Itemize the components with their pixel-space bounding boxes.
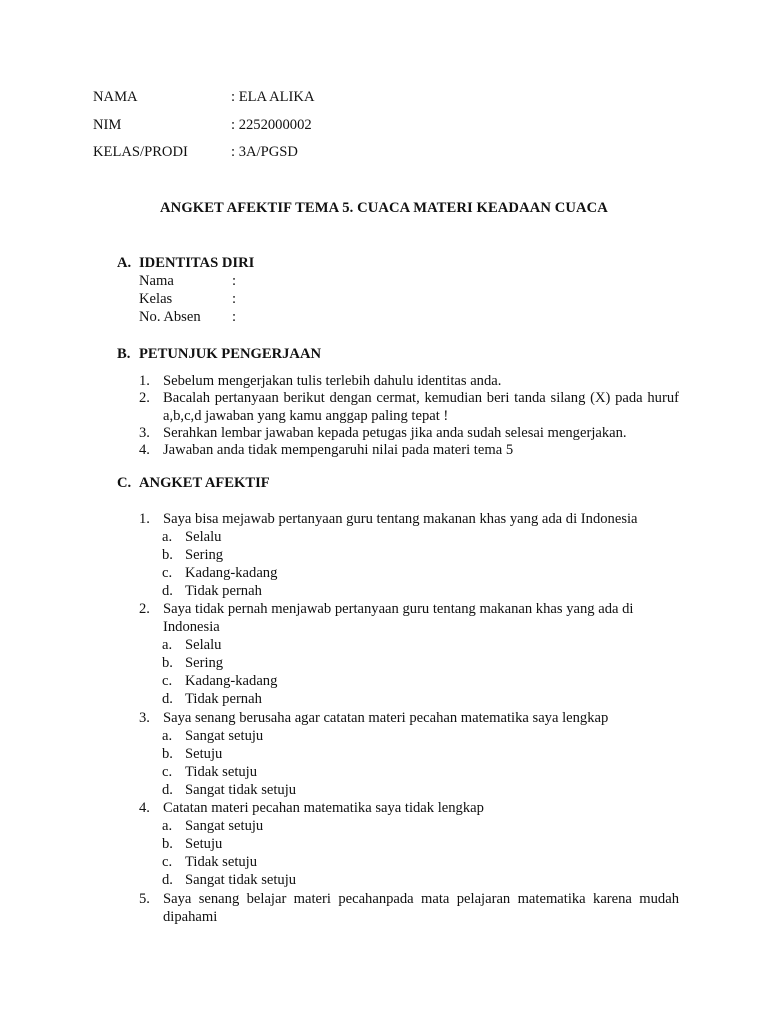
option-letter: a.: [162, 728, 173, 744]
option-letter: c.: [162, 764, 173, 780]
option-letter: c.: [162, 565, 173, 581]
question-text: Saya senang berusaha agar catatan materi pecahan matematika saya lengkap: [163, 710, 609, 726]
section-c-title: ANGKET AFEKTIF: [139, 475, 270, 491]
identity-colon: :: [232, 273, 237, 289]
question-item: [139, 600, 679, 636]
option-letter: c.: [162, 673, 173, 689]
nama-label: NAMA: [93, 89, 138, 105]
question-number: 1.: [139, 511, 150, 527]
identity-label: Nama: [139, 273, 174, 289]
question-item: [139, 510, 679, 528]
option-text: Sangat tidak setuju: [185, 872, 297, 888]
identity-colon: :: [232, 309, 237, 325]
question-number: 2.: [139, 601, 150, 617]
option-text: Sangat setuju: [185, 818, 264, 834]
option-text: Setuju: [185, 746, 223, 762]
question-text: Saya senang belajar materi pecahanpada mata pelajaran matematika karena mudah dipahami: [163, 891, 679, 925]
instruction-text: Serahkan lembar jawaban kepada petugas jika anda sudah selesai mengerjakan.: [163, 425, 627, 441]
option-text: Selalu: [185, 529, 222, 545]
section-b-title: PETUNJUK PENGERJAAN: [139, 346, 322, 362]
option-letter: d.: [162, 872, 173, 888]
instruction-item: [139, 441, 679, 459]
identity-label: Kelas: [139, 291, 173, 307]
document-title: ANGKET AFEKTIF TEMA 5. CUACA MATERI KEADAAN CUACA: [160, 200, 608, 216]
instruction-item: [139, 389, 679, 425]
instruction-text: Bacalah pertanyaan berikut dengan cermat, kemudian beri tanda silang (X) pada huruf a,b,c,d jawaban yang kamu anggap paling tepat !: [163, 390, 679, 424]
option-text: Tidak setuju: [185, 854, 258, 870]
option-text: Tidak pernah: [185, 691, 262, 707]
option-letter: c.: [162, 854, 173, 870]
option-letter: d.: [162, 691, 173, 707]
nama-value: : ELA ALIKA: [231, 89, 315, 105]
option-text: Tidak pernah: [185, 583, 262, 599]
identity-colon: :: [232, 291, 237, 307]
header-row-nim: [93, 116, 493, 134]
question-item: [139, 709, 679, 727]
section-a-letter: A.: [117, 255, 132, 271]
option-text: Sering: [185, 547, 224, 563]
header-row-kelas: [93, 143, 493, 161]
question-number: 4.: [139, 800, 150, 816]
instruction-number: 1.: [139, 373, 150, 389]
option-text: Sering: [185, 655, 224, 671]
instruction-text: Sebelum mengerjakan tulis terlebih dahulu identitas anda.: [163, 373, 502, 389]
instruction-number: 2.: [139, 390, 150, 406]
nim-value: : 2252000002: [231, 117, 312, 133]
option-letter: a.: [162, 818, 173, 834]
option-text: Selalu: [185, 637, 222, 653]
option-text: Tidak setuju: [185, 764, 258, 780]
option-letter: b.: [162, 547, 173, 563]
question-number: 3.: [139, 710, 150, 726]
question-text: Catatan materi pecahan matematika saya tidak lengkap: [163, 800, 484, 816]
question-number: 5.: [139, 891, 150, 907]
instruction-item: [139, 424, 679, 442]
option-letter: a.: [162, 637, 173, 653]
option-text: Kadang-kadang: [185, 565, 278, 581]
option-text: Setuju: [185, 836, 223, 852]
header-row-nama: [93, 88, 493, 106]
instruction-item: [139, 372, 679, 390]
nim-label: NIM: [93, 117, 122, 133]
section-b-letter: B.: [117, 346, 131, 362]
option-letter: b.: [162, 836, 173, 852]
option-text: Kadang-kadang: [185, 673, 278, 689]
section-a-title: IDENTITAS DIRI: [139, 255, 255, 271]
instruction-text: Jawaban anda tidak mempengaruhi nilai pada materi tema 5: [163, 442, 514, 458]
kelas-label: KELAS/PRODI: [93, 144, 188, 160]
option-letter: a.: [162, 529, 173, 545]
question-text: Saya tidak pernah menjawab pertanyaan guru tentang makanan khas yang ada di Indonesia: [163, 601, 634, 635]
question-item: [139, 890, 679, 926]
option-text: Sangat setuju: [185, 728, 264, 744]
instruction-number: 3.: [139, 425, 150, 441]
option-text: Sangat tidak setuju: [185, 782, 297, 798]
option-letter: d.: [162, 782, 173, 798]
identity-label: No. Absen: [139, 309, 201, 325]
option-letter: b.: [162, 655, 173, 671]
instruction-number: 4.: [139, 442, 150, 458]
option-letter: b.: [162, 746, 173, 762]
option-letter: d.: [162, 583, 173, 599]
question-item: [139, 799, 679, 817]
question-text: Saya bisa mejawab pertanyaan guru tentang makanan khas yang ada di Indonesia: [163, 511, 638, 527]
section-c-letter: C.: [117, 475, 132, 491]
kelas-value: : 3A/PGSD: [231, 144, 298, 160]
